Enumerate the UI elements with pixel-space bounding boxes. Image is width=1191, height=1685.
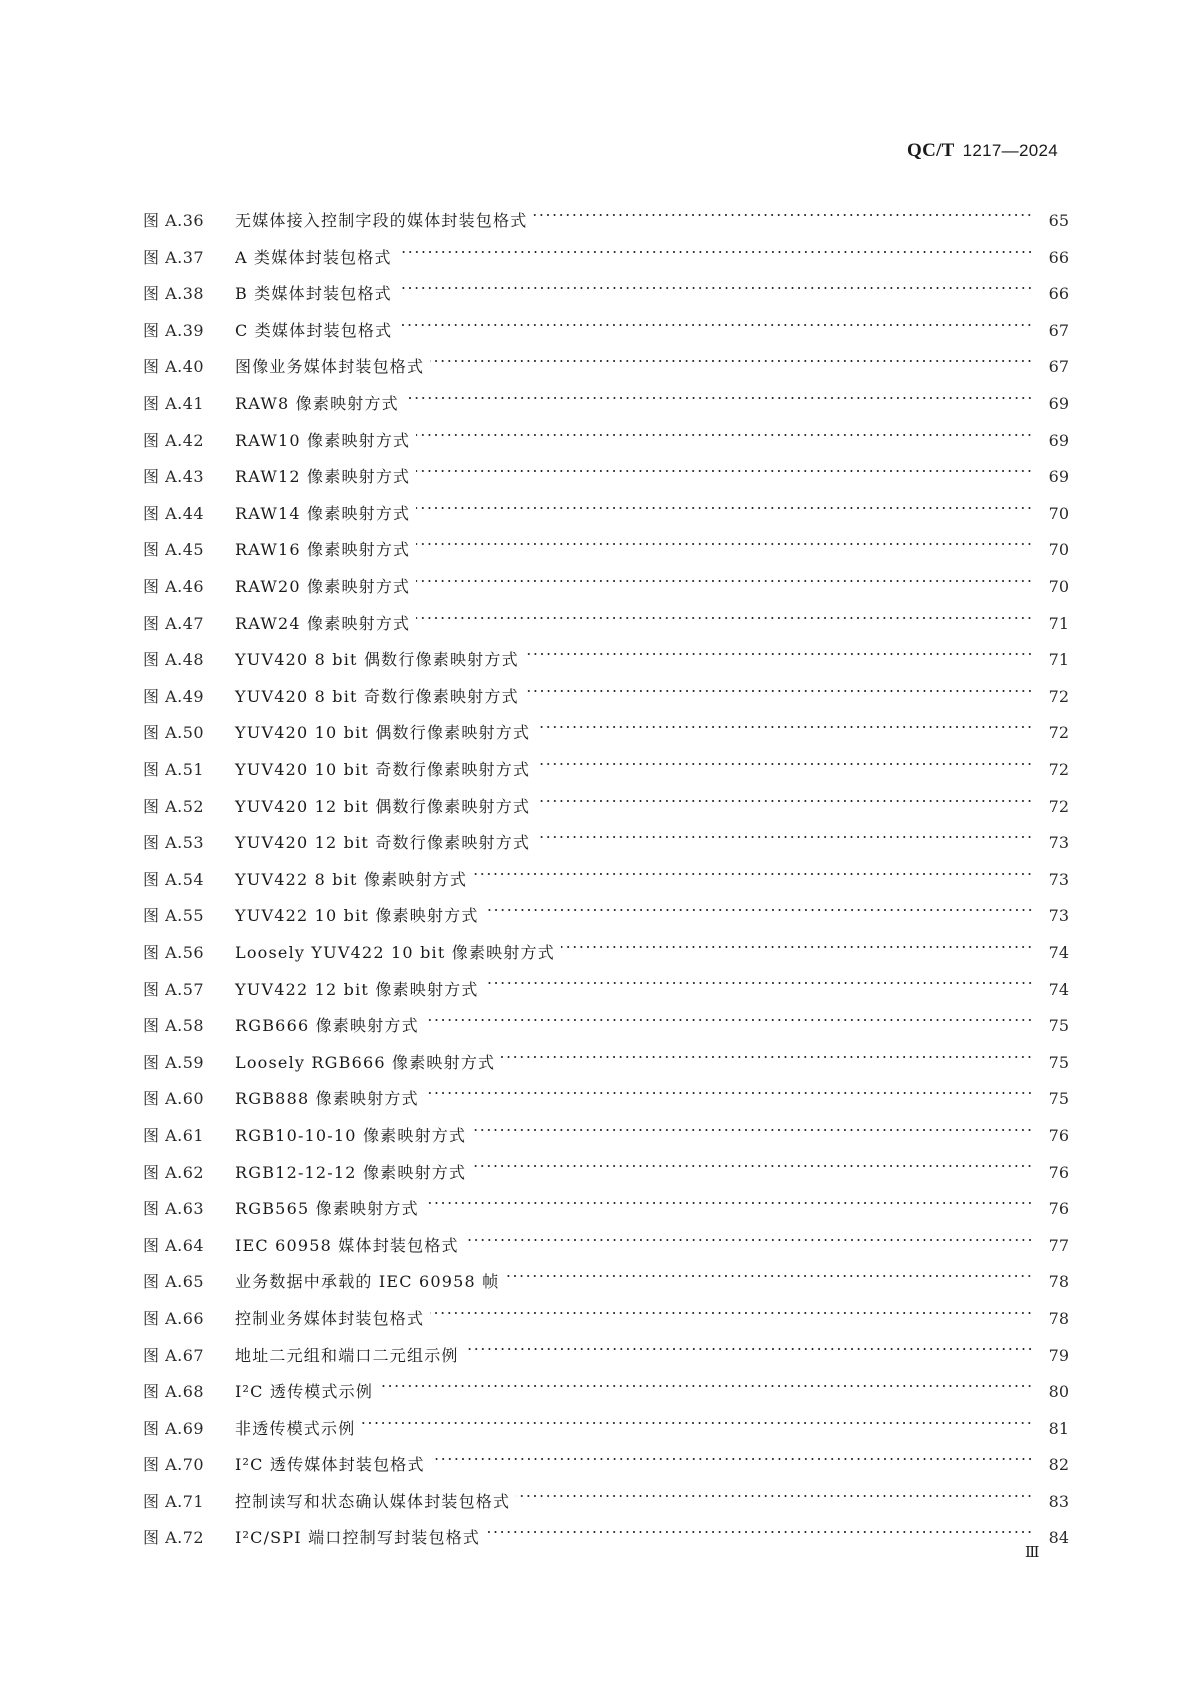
page-ref: 75 — [1048, 1016, 1069, 1036]
dot-leader — [533, 192, 1033, 226]
figure-title: YUV422 8 bit 像素映射方式 — [235, 869, 468, 889]
page-ref: 84 — [1048, 1528, 1069, 1548]
figure-number: 图 A.59 — [143, 1052, 205, 1072]
page-ref: 71 — [1048, 613, 1069, 633]
page-ref: 75 — [1048, 1089, 1069, 1109]
page-ref: 72 — [1048, 686, 1069, 706]
figure-title: RAW20 像素映射方式 — [235, 577, 411, 597]
figure-number: 图 A.40 — [143, 357, 205, 377]
page-ref: 76 — [1048, 1125, 1069, 1145]
figure-title: 地址二元组和端口二元组示例 — [235, 1345, 459, 1365]
figure-number: 图 A.64 — [143, 1235, 205, 1255]
figure-title: 非透传模式示例 — [235, 1418, 356, 1438]
page-ref: 73 — [1048, 869, 1069, 889]
page-ref: 83 — [1048, 1491, 1069, 1511]
page-ref: 72 — [1048, 723, 1069, 743]
figure-title: B 类媒体封装包格式 — [235, 284, 392, 304]
figure-title: Loosely RGB666 像素映射方式 — [235, 1052, 496, 1072]
dot-leader — [525, 668, 1033, 702]
page-ref: 72 — [1048, 796, 1069, 816]
figure-title: YUV420 8 bit 奇数行像素映射方式 — [235, 686, 519, 706]
figure-number: 图 A.38 — [143, 284, 205, 304]
page-number: Ⅲ — [1025, 1543, 1039, 1561]
figure-title: 控制业务媒体封装包格式 — [235, 1308, 425, 1328]
page-ref: 80 — [1048, 1382, 1069, 1402]
figure-number: 图 A.62 — [143, 1162, 205, 1182]
figure-number: 图 A.56 — [143, 942, 205, 962]
dot-leader — [361, 1400, 1033, 1434]
page-ref: 69 — [1048, 430, 1069, 450]
page-ref: 65 — [1048, 211, 1069, 231]
dot-leader — [398, 302, 1033, 336]
dot-leader — [472, 1107, 1033, 1141]
figure-number: 图 A.66 — [143, 1308, 205, 1328]
page-ref: 74 — [1048, 979, 1069, 999]
figure-title: A 类媒体封装包格式 — [235, 247, 392, 267]
dot-leader — [379, 1363, 1033, 1397]
figure-number: 图 A.69 — [143, 1418, 205, 1438]
page-ref: 66 — [1048, 247, 1069, 267]
figure-title: 控制读写和状态确认媒体封装包格式 — [235, 1491, 511, 1511]
dot-leader — [416, 485, 1033, 519]
figure-number: 图 A.37 — [143, 247, 205, 267]
page-ref: 67 — [1048, 357, 1069, 377]
figure-title: YUV420 8 bit 偶数行像素映射方式 — [235, 650, 519, 670]
figure-title: YUV422 12 bit 像素映射方式 — [235, 979, 479, 999]
figure-number: 图 A.53 — [143, 833, 205, 853]
dot-leader — [416, 595, 1033, 629]
figure-title: 无媒体接入控制字段的媒体封装包格式 — [235, 211, 528, 231]
figure-number: 图 A.39 — [143, 320, 205, 340]
figure-title: RGB888 像素映射方式 — [235, 1089, 419, 1109]
figure-number: 图 A.45 — [143, 540, 205, 560]
page-ref: 70 — [1048, 540, 1069, 560]
page-ref: 81 — [1048, 1418, 1069, 1438]
dot-leader — [416, 521, 1033, 555]
page-ref: 73 — [1048, 833, 1069, 853]
dot-leader — [430, 1290, 1033, 1324]
figure-title: RAW14 像素映射方式 — [235, 503, 411, 523]
figure-number: 图 A.57 — [143, 979, 205, 999]
page-ref: 77 — [1048, 1235, 1069, 1255]
dot-leader — [425, 1070, 1033, 1104]
figure-title: RAW16 像素映射方式 — [235, 540, 411, 560]
figure-number: 图 A.44 — [143, 503, 205, 523]
dot-leader — [431, 1436, 1033, 1470]
figure-title: C 类媒体封装包格式 — [235, 320, 393, 340]
page-ref: 71 — [1048, 650, 1069, 670]
page-ref: 78 — [1048, 1308, 1069, 1328]
figure-title: RGB565 像素映射方式 — [235, 1199, 419, 1219]
figure-number: 图 A.50 — [143, 723, 205, 743]
figure-number: 图 A.42 — [143, 430, 205, 450]
figure-title: IEC 60958 媒体封装包格式 — [235, 1235, 459, 1255]
figure-title: RGB666 像素映射方式 — [235, 1016, 419, 1036]
dot-leader — [425, 1180, 1033, 1214]
figure-title: 图像业务媒体封装包格式 — [235, 357, 425, 377]
page-ref: 76 — [1048, 1199, 1069, 1219]
page-ref: 78 — [1048, 1272, 1069, 1292]
page-ref: 73 — [1048, 906, 1069, 926]
figure-number: 图 A.41 — [143, 394, 205, 414]
page-ref: 70 — [1048, 503, 1069, 523]
figure-number: 图 A.72 — [143, 1528, 205, 1548]
figure-number: 图 A.51 — [143, 760, 205, 779]
dot-leader — [425, 997, 1033, 1031]
dot-leader — [472, 1143, 1033, 1177]
dot-leader — [405, 375, 1033, 409]
figure-number: 图 A.47 — [143, 613, 205, 633]
figure-title: RAW24 像素映射方式 — [235, 613, 411, 633]
dot-leader — [516, 1473, 1033, 1507]
figure-number: 图 A.70 — [143, 1455, 205, 1475]
dot-leader — [505, 1253, 1033, 1287]
dot-leader — [416, 448, 1033, 482]
figure-title: RAW10 像素映射方式 — [235, 430, 411, 450]
dot-leader — [416, 412, 1033, 446]
dot-leader — [485, 960, 1033, 994]
figure-number: 图 A.67 — [143, 1345, 205, 1365]
dot-leader — [398, 265, 1033, 299]
figure-title: YUV422 10 bit 像素映射方式 — [235, 906, 479, 926]
figure-number: 图 A.60 — [143, 1089, 205, 1109]
page-header — [907, 140, 1058, 162]
dot-leader — [465, 1217, 1033, 1251]
dot-leader — [536, 704, 1033, 738]
figure-number: 图 A.55 — [143, 906, 205, 926]
figure-title: I²C/SPI 端口控制写封装包格式 — [235, 1528, 481, 1548]
dot-leader — [485, 887, 1033, 921]
figure-title: YUV420 12 bit 偶数行像素映射方式 — [235, 796, 531, 816]
figure-number: 图 A.52 — [143, 796, 205, 816]
standard-prefix: QC/T — [907, 140, 955, 161]
page-ref: 69 — [1048, 394, 1069, 414]
dot-leader — [473, 851, 1033, 885]
figure-title: YUV420 10 bit 偶数行像素映射方式 — [235, 723, 531, 743]
dot-leader — [536, 814, 1033, 848]
figure-number: 图 A.58 — [143, 1016, 205, 1036]
page-ref: 76 — [1048, 1162, 1069, 1182]
page-ref: 69 — [1048, 467, 1069, 487]
figure-number: 图 A.46 — [143, 577, 205, 597]
page-ref: 75 — [1048, 1052, 1069, 1072]
dot-leader — [465, 1326, 1033, 1360]
figure-title: YUV420 12 bit 奇数行像素映射方式 — [235, 833, 531, 853]
page-ref: 79 — [1048, 1345, 1069, 1365]
page-ref: 74 — [1048, 942, 1069, 962]
page-ref: 67 — [1048, 320, 1069, 340]
figure-number: 图 A.49 — [143, 686, 205, 706]
dot-leader — [525, 631, 1033, 665]
figure-number: 图 A.68 — [143, 1382, 205, 1402]
figure-title: I²C 透传模式示例 — [235, 1382, 374, 1402]
page-ref: 72 — [1048, 760, 1069, 779]
figure-title: YUV420 10 bit 奇数行像素映射方式 — [235, 760, 531, 779]
dot-leader — [486, 1509, 1033, 1543]
dot-leader — [561, 924, 1033, 958]
figure-number: 图 A.43 — [143, 467, 205, 487]
figure-title: Loosely YUV422 10 bit 像素映射方式 — [235, 942, 555, 962]
figure-number: 图 A.48 — [143, 650, 205, 670]
figure-title: I²C 透传媒体封装包格式 — [235, 1455, 425, 1475]
figure-title: RAW8 像素映射方式 — [235, 394, 399, 414]
figure-list — [143, 192, 1069, 1546]
figure-title: 业务数据中承载的 IEC 60958 帧 — [235, 1272, 500, 1292]
dot-leader — [536, 778, 1033, 812]
dot-leader — [416, 558, 1033, 592]
dot-leader — [398, 229, 1033, 263]
toc-entry[interactable] — [143, 192, 1069, 229]
page-ref: 82 — [1048, 1455, 1069, 1475]
figure-number: 图 A.65 — [143, 1272, 205, 1292]
standard-number: 1217—2024 — [962, 141, 1058, 160]
page-ref: 70 — [1048, 577, 1069, 597]
figure-number: 图 A.71 — [143, 1491, 205, 1511]
figure-number: 图 A.54 — [143, 869, 205, 889]
dot-leader — [536, 741, 1033, 775]
figure-number: 图 A.63 — [143, 1199, 205, 1219]
figure-title: RGB10-10-10 像素映射方式 — [235, 1125, 467, 1145]
dot-leader — [501, 1034, 1033, 1068]
figure-number: 图 A.61 — [143, 1125, 205, 1145]
page-ref: 66 — [1048, 284, 1069, 304]
dot-leader — [430, 338, 1033, 372]
figure-title: RGB12-12-12 像素映射方式 — [235, 1162, 467, 1182]
figure-number: 图 A.36 — [143, 211, 205, 231]
figure-title: RAW12 像素映射方式 — [235, 467, 411, 487]
